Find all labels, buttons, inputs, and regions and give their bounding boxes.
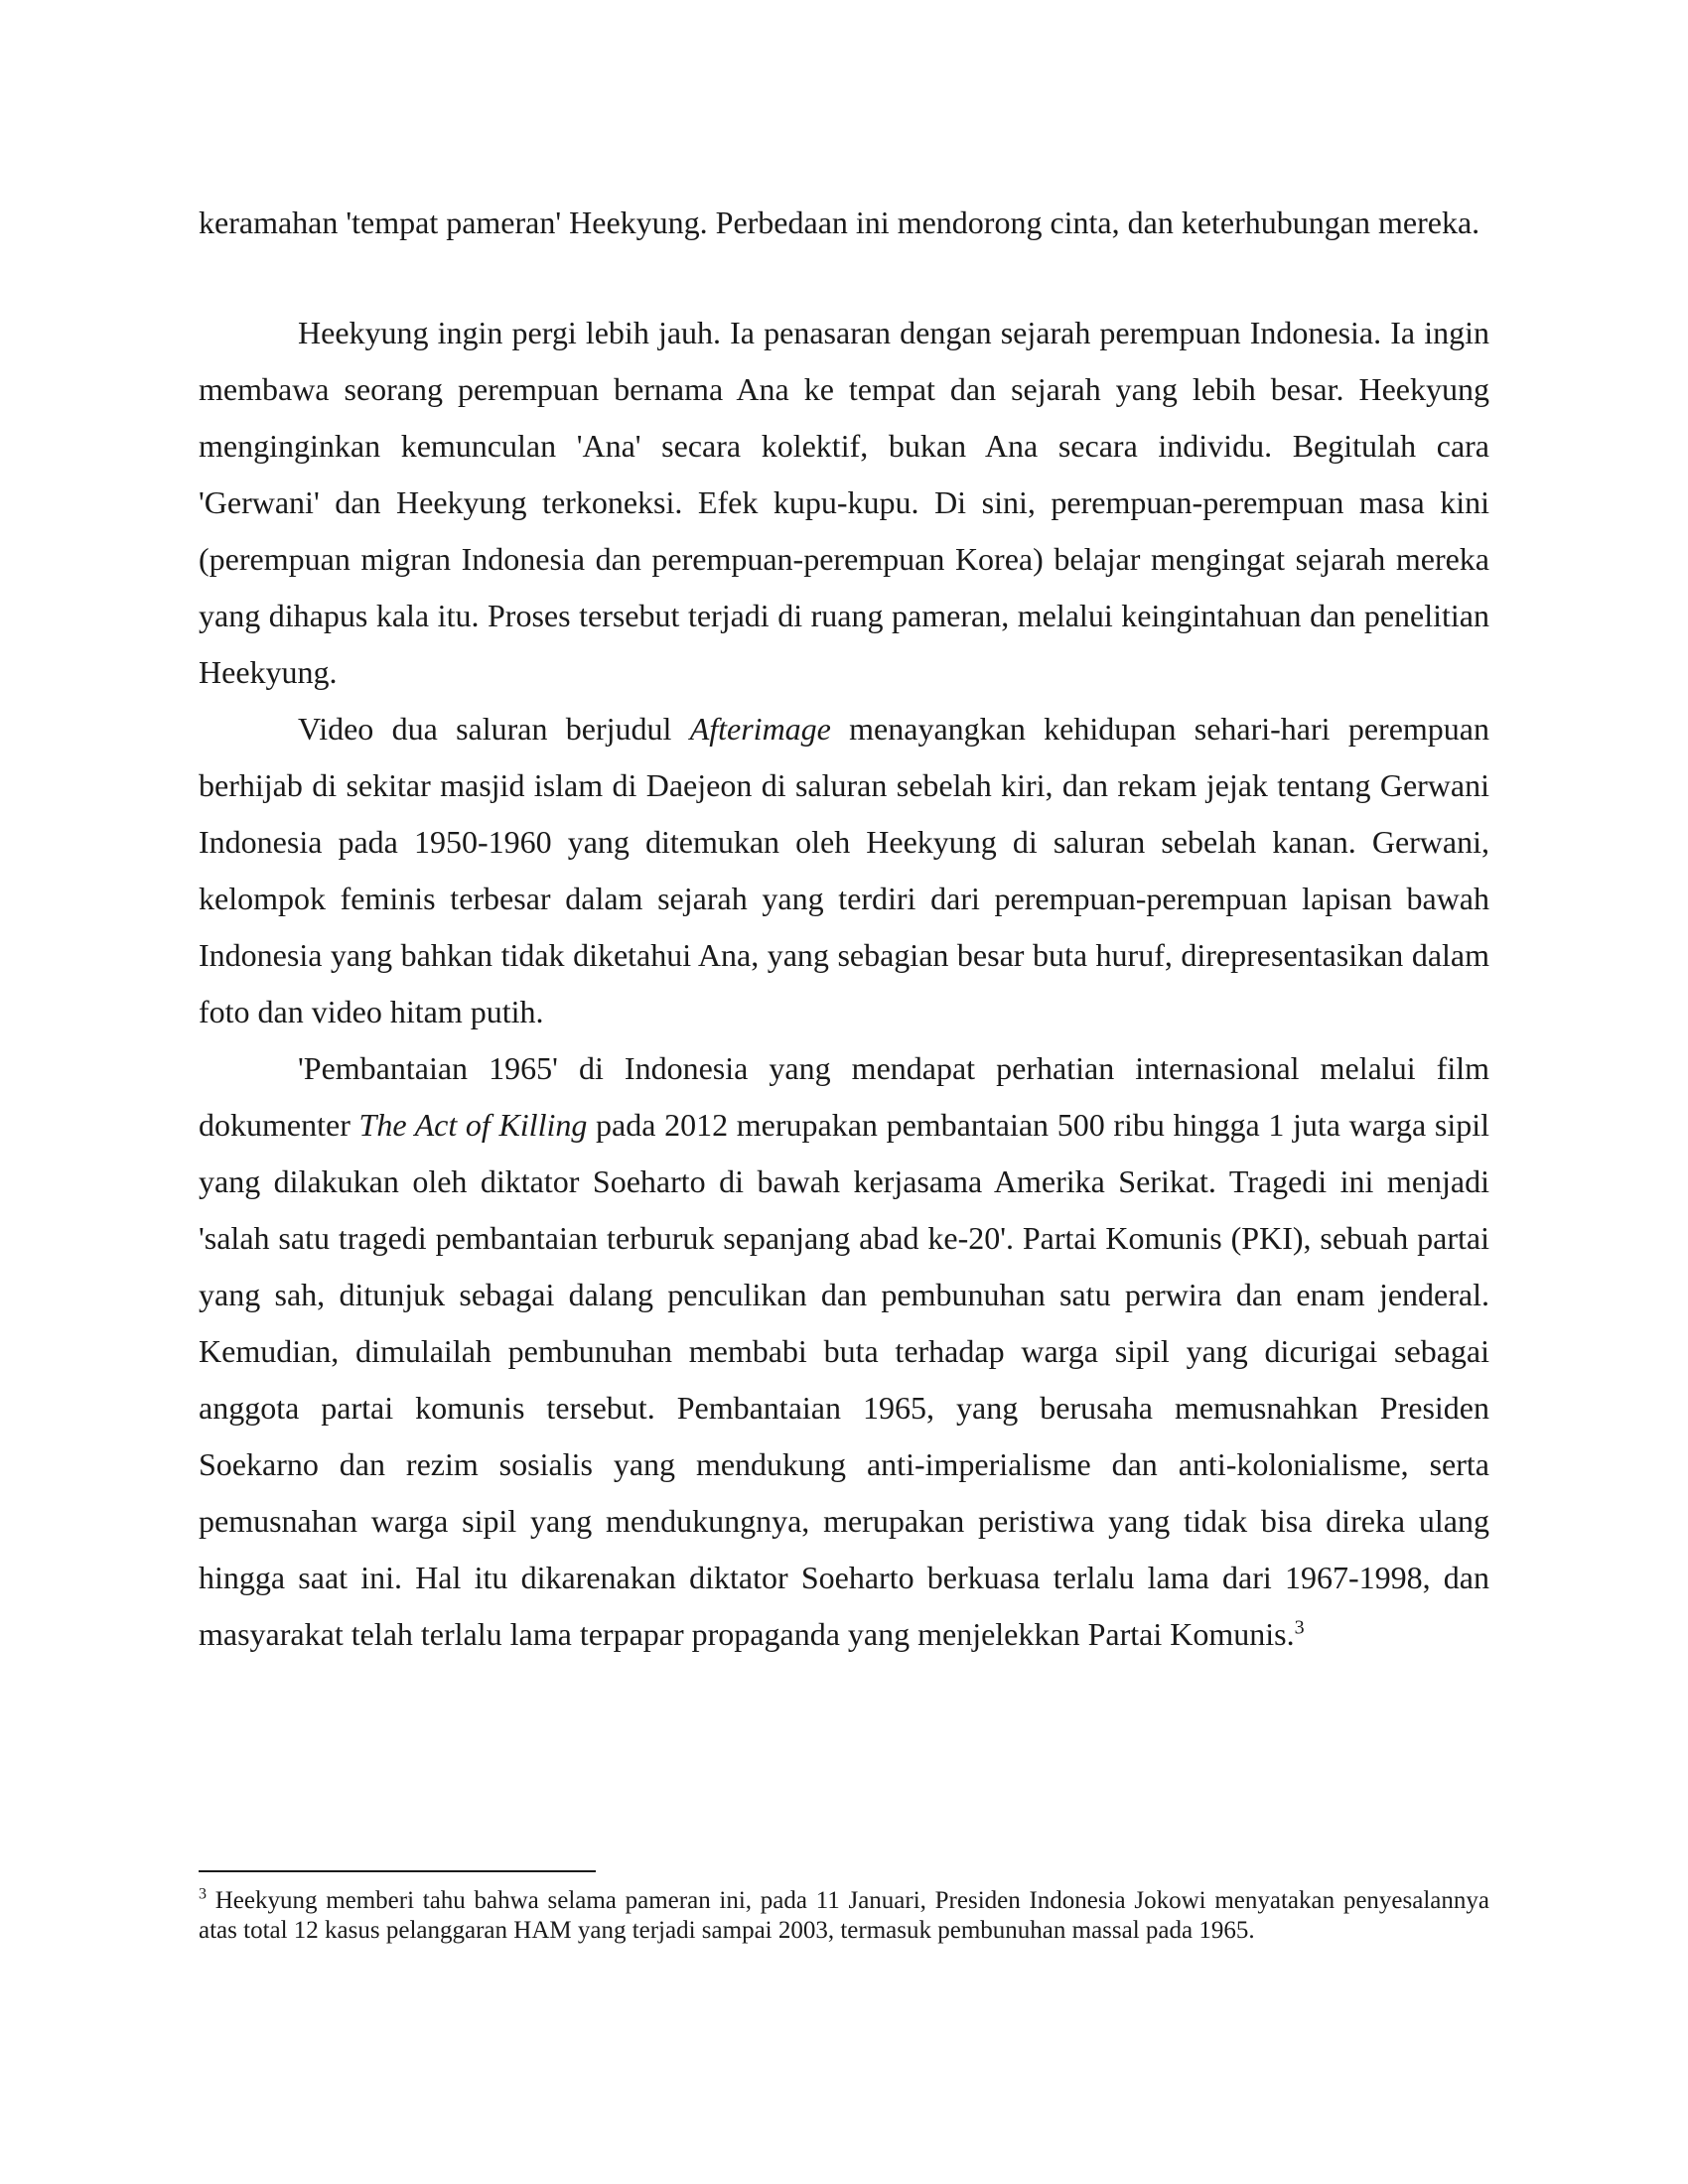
paragraph-4-text-after: pada 2012 merupakan pembantaian 500 ribu hingga 1 juta warga sipil yang dilakukan oleh diktator Soeharto di bawah kerjasama Amerika Serikat. Tragedi ini menjadi 'salah satu tragedi pembantaian terburuk sepanjang abad ke-20'. Partai Komunis (PKI), sebuah partai yang sah, ditunjuk sebagai dalang penculikan dan pembunuhan satu perwira dan enam jenderal. Kemudian, dimulailah pembunuhan membabi buta terhadap warga sipil yang dicurigai sebagai anggota partai komunis tersebut. Pembantaian 1965, yang berusaha memusnahkan Presiden Soekarno dan rezim sosialis yang mendukung anti-imperialisme dan anti-kolonialisme, serta pemusnahan warga sipil yang mendukungnya, merupakan peristiwa yang tidak bisa direka ulang hingga saat ini. Hal itu dikarenakan diktator Soeharto berkuasa terlalu lama dari 1967-1998, dan masyarakat telah terlalu lama terpapar propaganda yang menjelekkan Partai Komunis.: [199, 1107, 1490, 1652]
paragraph-1-text: keramahan 'tempat pameran' Heekyung. Perbedaan ini mendorong cinta, dan keterhubungan mereka.: [199, 205, 1480, 240]
paragraph-3: [199, 701, 1489, 1040]
paragraph-3-text-after: menayangkan kehidupan sehari-hari perempuan berhijab di sekitar masjid islam di Daejeon di saluran sebelah kiri, dan rekam jejak tentang Gerwani Indonesia pada 1950-1960 yang ditemukan oleh Heekyung di saluran sebelah kanan. Gerwani, kelompok feminis terbesar dalam sejarah yang terdiri dari perempuan-perempuan lapisan bawah Indonesia yang bahkan tidak diketahui Ana, yang sebagian besar buta huruf, direpresentasikan dalam foto dan video hitam putih.: [199, 711, 1489, 1029]
footnote-reference[interactable]: 3: [1294, 1616, 1305, 1639]
paragraph-4-text-before: 'Pembantaian 1965' di Indonesia yang mendapat perhatian internasional melalui film dokumenter: [199, 1050, 1489, 1143]
footnote-mark: 3: [199, 1885, 207, 1903]
paragraph-4: [199, 1040, 1489, 1663]
footnote: [199, 1886, 1489, 1946]
footnote-text: Heekyung memberi tahu bahwa selama pameran ini, pada 11 Januari, Presiden Indonesia Jokowi menyatakan penyesalannya atas total 12 kasus pelanggaran HAM yang terjadi sampai 2003, termasuk pembunuhan massal pada 1965.: [199, 1887, 1489, 1944]
paragraph-2-text: Heekyung ingin pergi lebih jauh. Ia penasaran dengan sejarah perempuan Indonesia. Ia ingin membawa seorang perempuan bernama Ana ke tempat dan sejarah yang lebih besar. Heekyung menginginkan kemunculan 'Ana' secara kolektif, bukan Ana secara individu. Begitulah cara 'Gerwani' dan Heekyung terkoneksi. Efek kupu-kupu. Di sini, perempuan-perempuan masa kini (perempuan migran Indonesia dan perempuan-perempuan Korea) belajar mengingat sejarah mereka yang dihapus kala itu. Proses tersebut terjadi di ruang pameran, melalui keingintahuan dan penelitian Heekyung.: [199, 315, 1489, 690]
paragraph-3-title-afterimage: Afterimage: [689, 711, 831, 747]
paragraph-3-text-before: Video dua saluran berjudul: [298, 711, 690, 747]
footnote-separator: [199, 1870, 596, 1872]
paragraph-1: [199, 195, 1489, 251]
body-text: [199, 195, 1489, 1663]
paragraph-2: [199, 305, 1489, 701]
paragraph-4-title-act-of-killing: The Act of Killing: [358, 1107, 588, 1143]
